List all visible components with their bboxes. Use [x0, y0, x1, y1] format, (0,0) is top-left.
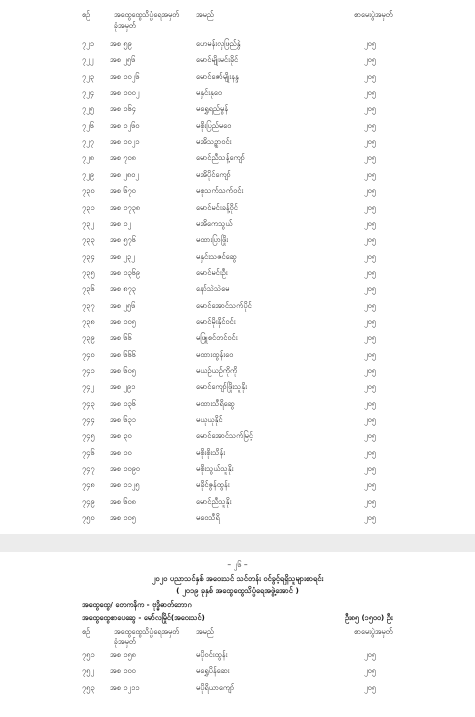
student-name: မယဉ်ယဉ်ကိုကို	[196, 366, 238, 375]
roll-number: အစ ၆၀၅	[110, 366, 136, 375]
roll-number: အစ ၂၅၆	[110, 55, 136, 65]
exam-score: ၂၀၅	[364, 55, 376, 65]
student-name: နော်သဲသဲမေ	[196, 284, 230, 294]
roll-number: အစ ၆၇၀	[110, 186, 136, 196]
document-title: ၂၀၂၀ ပညာသင်နှစ် အဝေးသင် သင်တန်း ဝင်ခွင့်ရရှိသူများစာရင်း	[151, 574, 324, 583]
row-number: ၇၃၆	[82, 284, 95, 294]
exam-score: ၂၀၅	[364, 480, 376, 490]
row-number: ၇၂၉	[82, 169, 94, 179]
school-label: အထွေထွေစာပေဆွေ - မော်လမြိုင်(အဝေးသင်)	[82, 613, 205, 622]
roll-number: အစ ၁၀၅	[110, 513, 136, 523]
roll-number: အစ ၆၃၁	[110, 415, 136, 425]
row-number: ၇၄၇	[82, 464, 95, 474]
exam-score: ၂၀၅	[364, 284, 376, 294]
table-row	[0, 183, 475, 198]
roll-number: အစ ၆၀၈	[110, 496, 136, 506]
document-subtitle: ( ၂၀၁၉ ခုနှစ် အထွေထွေသိပ္ပံရေအဖွဲ့အောင် )	[176, 586, 299, 595]
roll-number: အစ ၁၀၂၆	[110, 71, 140, 81]
exam-score: ၂၀၅	[364, 153, 376, 163]
exam-score: ၂၀၅	[364, 202, 376, 212]
exam-score: ၂၀၅	[364, 349, 376, 359]
exam-score: ၂၀၅	[364, 447, 376, 457]
row-number: ၇၃၇	[82, 300, 95, 310]
student-name: မောင်မင်းဦး	[196, 267, 228, 277]
row-number: ၇၄၅	[82, 431, 95, 441]
row-number: ၇၄၀	[82, 349, 95, 359]
exam-score: ၂၀၅	[364, 513, 376, 523]
roll-number: အစ ၆၆၆	[110, 349, 136, 359]
table-row	[0, 314, 475, 329]
table-row	[0, 249, 475, 264]
table-row	[0, 647, 475, 662]
column-header-exam: စာမေးပွဲအမှတ်	[354, 10, 393, 19]
row-number: ၇၄၈	[82, 480, 95, 490]
table-row	[0, 379, 475, 394]
table-row	[0, 281, 475, 296]
roll-number: အစ ၂၈၀၂	[110, 169, 139, 179]
roll-number: အစ ၂၃၂	[110, 251, 135, 261]
exam-score: ၂၀၅	[364, 431, 376, 441]
exam-score: ၂၀၅	[364, 169, 376, 179]
table-row	[0, 150, 475, 165]
exam-score: ၂၀၅	[364, 398, 376, 408]
student-name: ဟေမန်းလှဖြည်နွဲ	[196, 39, 241, 48]
column-header-no-2: စဉ်	[82, 627, 91, 636]
roll-number: အစ ၁၀	[110, 447, 132, 457]
table-row	[0, 330, 475, 345]
table-row	[0, 216, 475, 231]
student-name: မယုယုနိုင်	[196, 415, 223, 425]
student-name: မောင်အောင်သက်ပိုင်	[196, 300, 252, 310]
row-number: ၇၅၃	[82, 682, 95, 692]
row-number: ၇၃၀	[82, 186, 95, 196]
student-name: မစိုးပြည်မဝေ	[196, 120, 232, 130]
roll-number: အစ ၁၀၂၁	[110, 137, 140, 147]
roll-number: အစ ၇၀၈	[110, 153, 136, 163]
table-row	[0, 663, 475, 678]
exam-score: ၂၀၅	[364, 682, 376, 692]
row-number: ၇၂၅	[82, 104, 94, 114]
row-number: ၇၂၆	[82, 120, 94, 130]
student-name: မနှင်းနုဝေ	[196, 88, 222, 98]
table-row	[0, 265, 475, 280]
column-header-roll: အထွေထွေသိပ္ပံရေအမှတ်	[114, 10, 180, 19]
roll-number: အစ ၅၉	[110, 39, 132, 48]
roll-number: အစ ၁၂၆၀	[110, 120, 140, 130]
roll-number: အစ ၁၀၀	[110, 666, 136, 676]
table-row	[0, 298, 475, 313]
row-number: ၇၃၃	[82, 235, 95, 245]
roll-number: အစ ၁၅၈	[110, 650, 136, 659]
exam-score: ၂၀၅	[364, 218, 376, 228]
row-number: ၇၂၁	[82, 39, 94, 48]
roll-number: အစ ၁၃၆	[110, 398, 136, 408]
roll-number: အစ ၁၃၆၉	[110, 267, 140, 277]
exam-score: ၂၀၅	[364, 650, 376, 659]
exam-score: ၂၀၅	[364, 300, 376, 310]
column-header-name-2: အမည်	[196, 627, 214, 636]
row-number: ၇၃၉	[82, 333, 95, 343]
row-number: ၇၄၁	[82, 366, 95, 375]
student-name: မောင်ညီသန့်ကျော်	[196, 153, 245, 163]
row-number: ၇၂၄	[82, 88, 94, 98]
exam-score: ၂၀၅	[364, 235, 376, 245]
student-name: မစိုးသွယ်သူနိုး	[196, 464, 234, 474]
column-header-roll-sub: ခုံအမှတ်	[114, 21, 136, 30]
exam-score: ၂၀၅	[364, 415, 376, 425]
exam-score: ၂၀၅	[364, 71, 376, 81]
roll-number: အစ ၅၇၆	[110, 235, 136, 245]
student-name: မထားသီရိဆွေ	[196, 398, 235, 408]
exam-score: ၂၀၅	[364, 251, 376, 261]
table-row	[0, 52, 475, 67]
roll-number: အစ ၃၀	[110, 431, 132, 441]
row-number: ၇၂၃	[82, 71, 94, 81]
table-row	[0, 69, 475, 84]
exam-score: ၂၀၅	[364, 137, 376, 147]
row-number: ၇၃၁	[82, 202, 95, 212]
column-header-no: စဉ်	[82, 10, 91, 19]
student-name: မနှင်းသဇင်ဆွေ	[196, 251, 237, 261]
student-name: မောင်ညီသူနိုး	[196, 496, 232, 506]
row-number: ၇၄၆	[82, 447, 95, 457]
column-header-roll-2: အထွေထွေသိပ္ပံရေအမှတ်	[114, 627, 180, 636]
page-number: – ၂၆ –	[227, 560, 248, 569]
row-number: ၇၂၂	[82, 55, 94, 65]
row-number: ၇၃၅	[82, 267, 95, 277]
column-header-exam-2: စာမေးပွဲအမှတ်	[354, 627, 393, 636]
table-row	[0, 85, 475, 100]
row-number: ၇၅၀	[82, 513, 95, 523]
student-name: မထားထွန်းဝေ	[196, 349, 234, 359]
table-row	[0, 680, 475, 695]
roll-number: အစ ၁၇၃၈	[110, 202, 140, 212]
roll-number: အစ ၁၀၀၂	[110, 88, 140, 98]
exam-score: ၂၀၅	[364, 104, 376, 114]
student-name: မခိုင်ဇွန်ထွန်း	[196, 480, 230, 490]
roll-number: အစ ၁၁၂၅	[110, 480, 140, 490]
roll-number: အစ ၂၅၆	[110, 300, 136, 310]
student-name: မောင်မင်းခန့်ဝိုင်	[196, 202, 238, 212]
exam-score: ၂၀၅	[364, 496, 376, 506]
table-row	[0, 461, 475, 476]
table-row	[0, 477, 475, 492]
department-label: အထွေထွေ/ တေကနိက - ဗုဒ္ဓိဓာတ်ဘောဂ	[82, 600, 192, 609]
row-number: ၇၄၄	[82, 415, 95, 425]
roll-number: အစ ၁၀၅	[110, 316, 136, 326]
student-name: မစုသက်သက်ဝင်း	[196, 186, 244, 196]
roll-number: အစ ၈၇၃	[110, 284, 136, 294]
student-name: မအိကေသွယ်	[196, 218, 233, 228]
student-name: မောင်ကျော်ဖြိုးသူနိုး	[196, 382, 248, 392]
table-row	[0, 101, 475, 116]
student-name: မထားပြာဖြိုး	[196, 235, 229, 245]
table-row	[0, 167, 475, 182]
student-name: မရွှေရည်မွန်	[196, 104, 229, 114]
column-header-roll-sub-2: ခုံအမှတ်	[114, 637, 136, 646]
row-number: ၇၅၂	[82, 666, 94, 676]
table-row	[0, 134, 475, 149]
student-name: မအိသဥ္စာဝင်း	[196, 137, 232, 147]
student-name: မအိပိုင်ကျော်	[196, 169, 231, 179]
table-row	[0, 412, 475, 427]
student-name: မောင်အောင်သက်မြင့်	[196, 431, 253, 441]
exam-score: ၂၀၅	[364, 366, 376, 375]
row-number: ၇၃၄	[82, 251, 95, 261]
roll-number: အစ ၁၀၉၀	[110, 464, 140, 474]
student-name: မောင်ဇော်မျိုးနန္ဒ	[196, 71, 239, 81]
exam-score: ၂၀၅	[364, 316, 376, 326]
row-number: ၇၂၇	[82, 137, 94, 147]
roll-number: အစ ၁၂	[110, 218, 132, 228]
row-number: ၇၄၃	[82, 398, 95, 408]
table-row	[0, 445, 475, 460]
student-name: မောင်မျိုးမင်းခိုင်	[196, 55, 239, 65]
exam-score: ၂၀၅	[364, 464, 376, 474]
row-number: ၇၄၂	[82, 382, 94, 392]
roll-number: အစ ၁၂၁၁	[110, 682, 140, 692]
roll-number: အစ ၁၆၄	[110, 104, 136, 114]
exam-score: ၂၀၅	[364, 333, 376, 343]
student-name: မဝေသီရိ	[196, 513, 220, 523]
student-name: မောင်မိုးနိုင်ဝင်း	[196, 316, 236, 326]
table-row	[0, 118, 475, 133]
row-number: ၇၂၈	[82, 153, 95, 163]
student-name: မစိုးစိုးသိန်း	[196, 447, 226, 457]
table-row	[0, 363, 475, 378]
row-number: ၇၃၈	[82, 316, 95, 326]
exam-score: ၂၀၅	[364, 267, 376, 277]
exam-score: ၂၀၅	[364, 186, 376, 196]
student-name: မပိုဝင်းထွန်း	[196, 650, 228, 659]
exam-score: ၂၀၅	[364, 666, 376, 676]
column-header-name: အမည်	[196, 10, 214, 19]
exam-score: ၂၀၅	[364, 120, 376, 130]
roll-number: အစ ၆၆	[110, 333, 132, 343]
student-name: မပိုရိယာကျော်	[196, 682, 235, 692]
table-row	[0, 510, 475, 525]
table-row	[0, 36, 475, 51]
table-row	[0, 396, 475, 411]
student-name: မဖြူစင်တင်ဝင်း	[196, 333, 238, 343]
row-number: ၇၃၂	[82, 218, 94, 228]
row-number: ၇၅၁	[82, 650, 95, 659]
exam-score: ၂၀၅	[364, 382, 376, 392]
table-row	[0, 200, 475, 215]
student-name: မရွှေပိန်ဆေး	[196, 666, 230, 676]
row-number: ၇၄၉	[82, 496, 95, 506]
table-row	[0, 428, 475, 443]
table-row	[0, 494, 475, 509]
roll-number: အစ ၂၉၁	[110, 382, 136, 392]
table-row	[0, 232, 475, 247]
page-reference: ဦး၈၅ (၁၅၀၀) ဦး	[345, 613, 393, 622]
page-separator	[0, 534, 475, 552]
exam-score: ၂၀၅	[364, 88, 376, 98]
exam-score: ၂၀၅	[364, 39, 376, 48]
table-row	[0, 347, 475, 362]
